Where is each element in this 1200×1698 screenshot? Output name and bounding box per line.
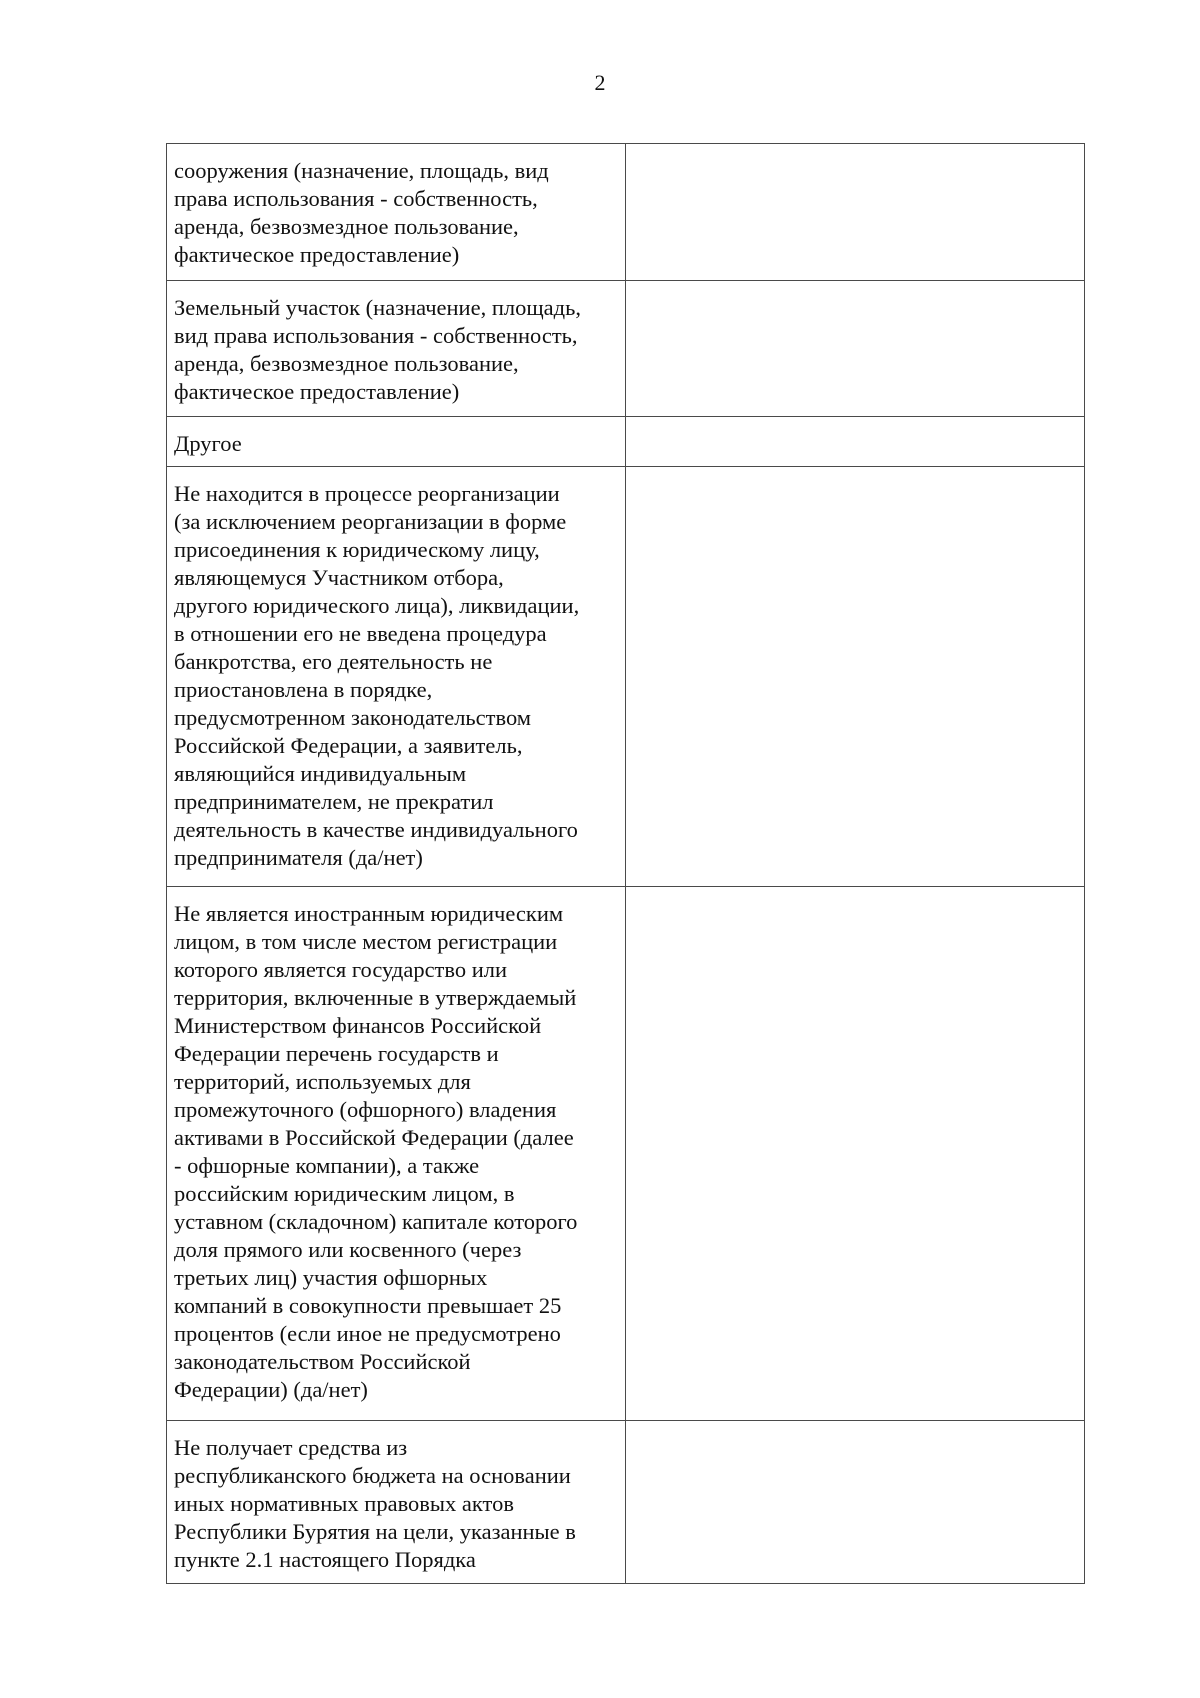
page-number: 2: [594, 70, 606, 95]
row-value-field[interactable]: [626, 467, 1085, 887]
row-value-field[interactable]: [626, 281, 1085, 417]
row-label: Не получает средства из республиканского бюджета на основании иных нормативных правовых актов Республики Бурятия на цели, указанные в пункте 2.1 настоящего Порядка: [167, 1421, 626, 1584]
form-table: [166, 143, 1085, 1584]
table-row: [167, 887, 1085, 1421]
row-label: Не находится в процессе реорганизации (за исключением реорганизации в форме присоединения к юридическому лицу, являющемуся Участником отбора, другого юридического лица), ликвидации, в отношении его не введена процедура банкротства, его деятельность не приостановлена в порядке, предусмотренном законодательством Российской Федерации, а заявитель, являющийся индивидуальным предпринимателем, не прекратил деятельность в качестве индивидуального предпринимателя (да/нет): [167, 467, 626, 887]
table-row: [167, 281, 1085, 417]
row-value-field[interactable]: [626, 144, 1085, 281]
row-label: сооружения (назначение, площадь, вид права использования - собственность, аренда, безвозмездное пользование, фактическое предоставление): [167, 144, 626, 281]
table-row: [167, 467, 1085, 887]
table-row: [167, 144, 1085, 281]
row-value-field[interactable]: [626, 1421, 1085, 1584]
row-label: Другое: [167, 417, 626, 467]
row-value-field[interactable]: [626, 887, 1085, 1421]
table-row: [167, 1421, 1085, 1584]
table-row: [167, 417, 1085, 467]
row-label: Земельный участок (назначение, площадь, вид права использования - собственность, аренда, безвозмездное пользование, фактическое предоставление): [167, 281, 626, 417]
row-label: Не является иностранным юридическим лицом, в том числе местом регистрации которого является государство или территория, включенные в утверждаемый Министерством финансов Российской Федерации перечень государств и территорий, используемых для промежуточного (офшорного) владения активами в Российской Федерации (далее - офшорные компании), а также российским юридическим лицом, в уставном (складочном) капитале которого доля прямого или косвенного (через третьих лиц) участия офшорных компаний в совокупности превышает 25 процентов (если иное не предусмотрено законодательством Российской Федерации) (да/нет): [167, 887, 626, 1421]
row-value-field[interactable]: [626, 417, 1085, 467]
